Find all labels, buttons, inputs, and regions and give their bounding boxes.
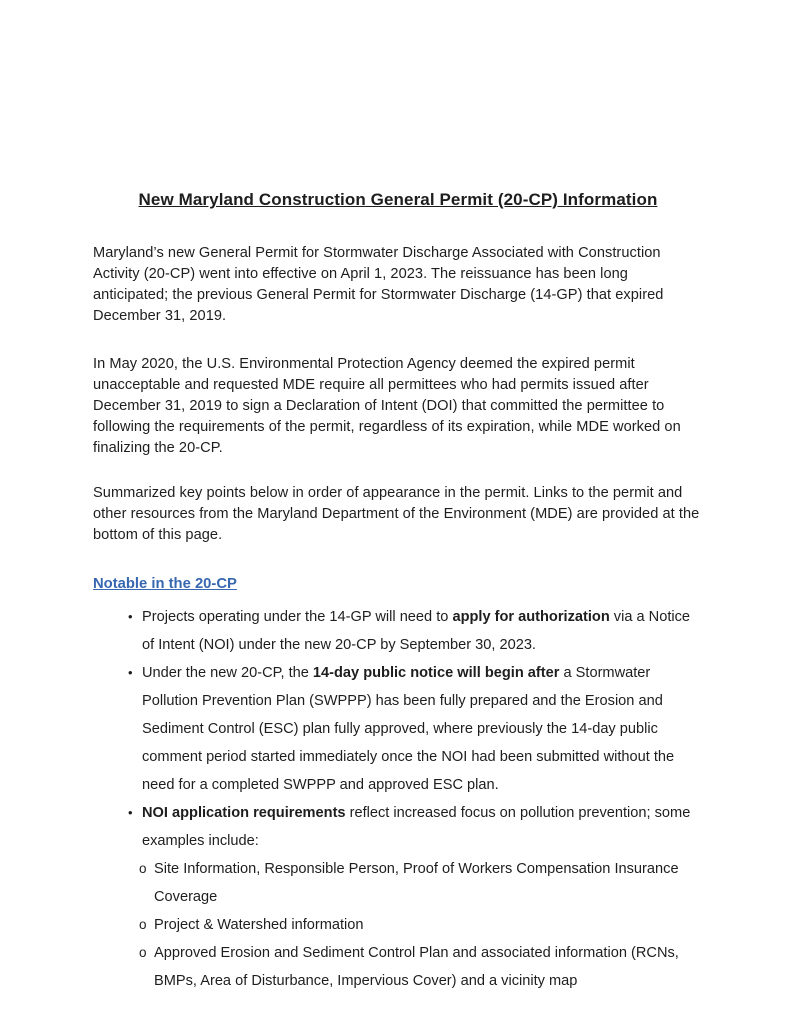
sub-bullet-marker: o xyxy=(139,945,147,960)
paragraph-summary-note: Summarized key points below in order of appearance in the permit. Links to the permit and other resources from the Maryland Department of the Environment (MDE) are provided at the bottom of this page. xyxy=(93,485,700,543)
sub-bullet-marker: o xyxy=(139,861,147,876)
bullet-text-bold: NOI application requirements xyxy=(142,805,346,821)
sub-bullet-marker: o xyxy=(139,917,147,932)
document-title: New Maryland Construction General Permit (20-CP) Information xyxy=(138,190,658,209)
bullet-text-bold: 14-day public notice will begin after xyxy=(312,665,560,681)
bullet-text-post: a Stormwater Pollution Prevention Plan (SWPPP) has been fully prepared and the Erosion and Sediment Control (ESC) plan fully approved, where previously the 14-day public comment period started immediately once the NOI had been submitted without the need for a completed SWPPP and approved ESC plan. xyxy=(142,665,675,793)
paragraph-epa-background: In May 2020, the U.S. Environmental Protection Agency deemed the expired permit unacceptable and requested MDE require all permittees who had permits issued after December 31, 2019 to sign a Declaration of Intent (DOI) that committed the permittee to following the requirements of the permit, regardless of its expiration, while MDE worked on finalizing the 20-CP. xyxy=(93,356,681,456)
bullet-item-noi-requirements xyxy=(128,799,703,855)
section-heading-notable: Notable in the 20-CP xyxy=(93,576,237,592)
bullet-marker: • xyxy=(128,805,133,820)
bullet-text-pre: Projects operating under the 14-GP will need to xyxy=(142,609,453,625)
bullet-text xyxy=(142,799,703,855)
bullet-item-public-notice xyxy=(128,659,703,799)
bullet-marker: • xyxy=(128,609,133,624)
sub-bullet-text: Site Information, Responsible Person, Proof of Workers Compensation Insurance Coverage xyxy=(154,861,679,905)
bullet-item-authorization xyxy=(128,603,703,659)
sub-bullet-item-esc-plan xyxy=(139,939,703,995)
sub-bullet-text: Approved Erosion and Sediment Control Plan and associated information (RCNs, BMPs, Area of Disturbance, Impervious Cover) and a vicinity map xyxy=(154,945,679,989)
bullet-marker: • xyxy=(128,665,133,680)
sub-bullet-text: Project & Watershed information xyxy=(154,917,364,933)
bullet-text-pre: Under the new 20-CP, the xyxy=(142,665,313,681)
noi-examples-sub-list xyxy=(93,855,703,995)
bullet-text-post: reflect increased focus on pollution prevention; some examples include: xyxy=(142,805,691,849)
bullet-text xyxy=(142,659,703,799)
bullet-text-post: via a Notice of Intent (NOI) under the new 20-CP by September 30, 2023. xyxy=(142,609,691,653)
paragraph-intro: Maryland’s new General Permit for Stormwater Discharge Associated with Construction Activity (20-CP) went into effective on April 1, 2023. The reissuance has been long anticipated; the previous General Permit for Stormwater Discharge (14-GP) that expired December 31, 2019. xyxy=(93,245,664,324)
notable-bullet-list xyxy=(93,603,703,855)
sub-bullet-item-site-information xyxy=(139,855,703,911)
bullet-text-bold: apply for authorization xyxy=(452,609,610,625)
sub-bullet-item-project-watershed xyxy=(139,911,703,939)
bullet-text xyxy=(142,603,703,659)
